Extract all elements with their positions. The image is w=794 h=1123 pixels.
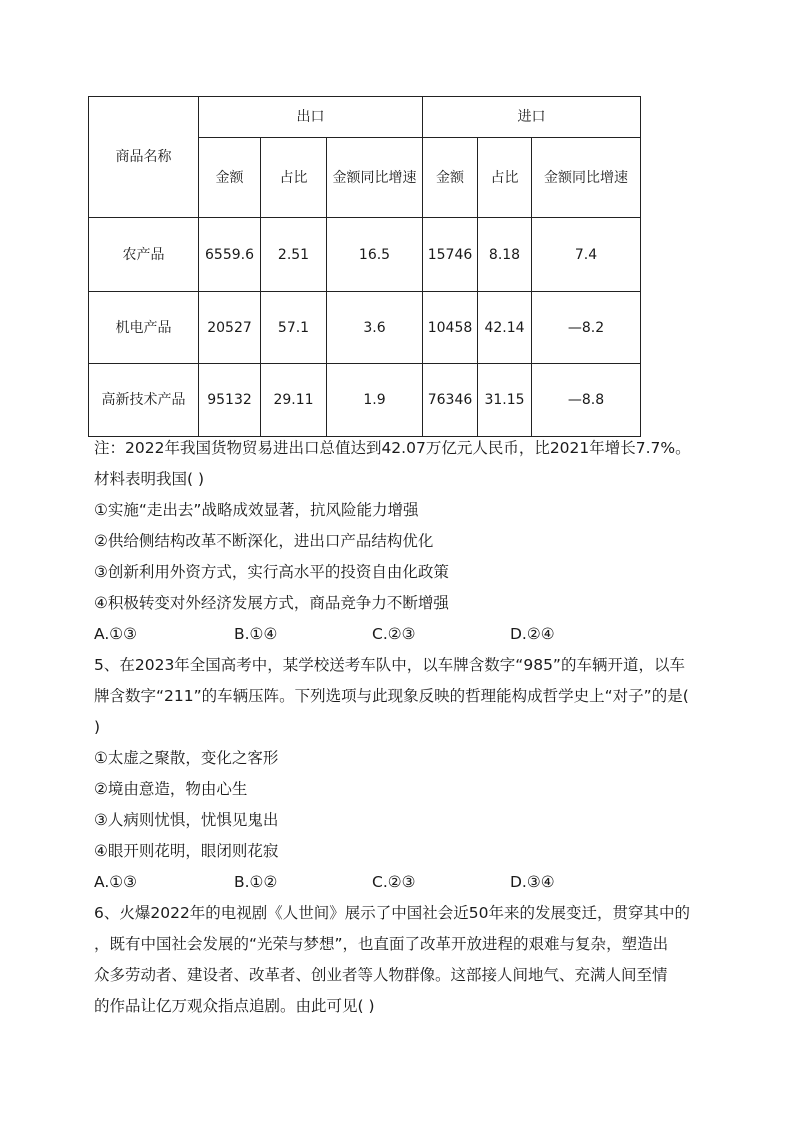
- q4-item: ①实施“走出去”战略成效显著，抗风险能力增强: [94, 501, 419, 519]
- q6-stem-line: 6、火爆2022年的电视剧《人世间》展示了中国社会近50年来的发展变迁，贯穿其中的: [94, 904, 691, 922]
- q5-item: ④眼开则花明，眼闭则花寂: [94, 842, 279, 860]
- export-share: 2.51: [261, 218, 327, 292]
- import-amount: 15746: [423, 218, 478, 292]
- row-name: 机电产品: [89, 292, 199, 364]
- import-growth: 7.4: [532, 218, 641, 292]
- header-import-amount: 金额: [423, 138, 478, 218]
- question-body: [94, 433, 714, 1022]
- q5-option-d[interactable]: D.③④: [510, 873, 555, 891]
- q5-options: [94, 867, 714, 898]
- q5-item: ③人病则忧惧，忧惧见鬼出: [94, 811, 279, 829]
- export-share: 57.1: [261, 292, 327, 364]
- export-growth: 16.5: [327, 218, 423, 292]
- export-amount: 95132: [199, 364, 261, 437]
- header-export-amount: 金额: [199, 138, 261, 218]
- q4-option-c[interactable]: C.②③: [372, 625, 416, 643]
- q4-item: ④积极转变对外经济发展方式，商品竞争力不断增强: [94, 594, 449, 612]
- q4-item: ③创新利用外资方式，实行高水平的投资自由化政策: [94, 563, 449, 581]
- table-note: 注：2022年我国货物贸易进出口总值达到42.07万亿元人民币，比2021年增长7.7%。: [94, 439, 691, 457]
- table-row: [89, 218, 641, 292]
- row-name: 高新技术产品: [89, 364, 199, 437]
- q5-item: ①太虚之聚散，变化之客形: [94, 749, 279, 767]
- export-amount: 20527: [199, 292, 261, 364]
- header-export: 出口: [199, 97, 423, 138]
- q6-stem-line: ，既有中国社会发展的“光荣与梦想”，也直面了改革开放进程的艰难与复杂，塑造出: [94, 935, 669, 953]
- q4-stem: 材料表明我国( ): [94, 470, 205, 488]
- q4-option-b[interactable]: B.①④: [234, 625, 278, 643]
- q5-option-c[interactable]: C.②③: [372, 873, 416, 891]
- export-share: 29.11: [261, 364, 327, 437]
- q5-stem-line: 牌含数字“211”的车辆压阵。下列选项与此现象反映的哲理能构成哲学史上“对子”的是(: [94, 687, 689, 705]
- q5-stem-line: 5、在2023年全国高考中，某学校送考车队中，以车牌含数字“985”的车辆开道，以车: [94, 656, 685, 674]
- q4-option-a[interactable]: A.①③: [94, 625, 138, 643]
- header-import-growth: 金额同比增速: [532, 138, 641, 218]
- import-share: 8.18: [478, 218, 532, 292]
- q5-option-b[interactable]: B.①②: [234, 873, 278, 891]
- header-export-share: 占比: [261, 138, 327, 218]
- import-share: 42.14: [478, 292, 532, 364]
- row-name: 农产品: [89, 218, 199, 292]
- header-name: 商品名称: [89, 97, 199, 218]
- table-row: [89, 364, 641, 437]
- header-export-growth: 金额同比增速: [327, 138, 423, 218]
- table-row: [89, 292, 641, 364]
- q4-options: [94, 619, 714, 650]
- export-growth: 3.6: [327, 292, 423, 364]
- import-share: 31.15: [478, 364, 532, 437]
- q4-item: ②供给侧结构改革不断深化，进出口产品结构优化: [94, 532, 434, 550]
- export-growth: 1.9: [327, 364, 423, 437]
- header-import-share: 占比: [478, 138, 532, 218]
- export-amount: 6559.6: [199, 218, 261, 292]
- q4-option-d[interactable]: D.②④: [510, 625, 555, 643]
- q5-option-a[interactable]: A.①③: [94, 873, 138, 891]
- import-amount: 76346: [423, 364, 478, 437]
- import-growth: —8.8: [532, 364, 641, 437]
- header-import: 进口: [423, 97, 641, 138]
- q5-item: ②境由意造，物由心生: [94, 780, 248, 798]
- q6-stem-line: 众多劳动者、建设者、改革者、创业者等人物群像。这部接人间地气、充满人间至情: [94, 966, 668, 984]
- q5-stem-line: ): [94, 718, 101, 736]
- q6-stem-line: 的作品让亿万观众指点追剧。由此可见( ): [94, 997, 375, 1015]
- import-growth: —8.2: [532, 292, 641, 364]
- trade-table: [88, 96, 641, 437]
- import-amount: 10458: [423, 292, 478, 364]
